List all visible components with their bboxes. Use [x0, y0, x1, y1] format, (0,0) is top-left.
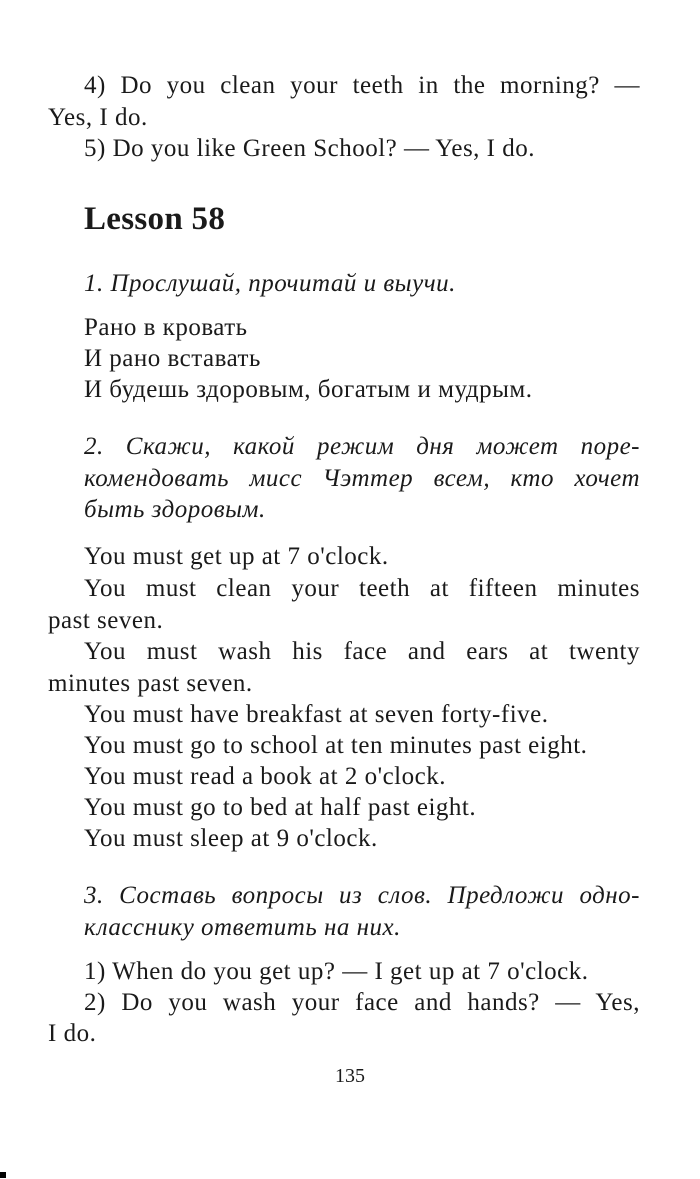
- task-2-instruction-line-2: комендовать мисс Чэттер всем, кто хочет: [84, 465, 640, 492]
- sentence-get-up: You must get up at 7 o'clock.: [84, 543, 389, 570]
- sentence-breakfast: You must have breakfast at seven forty-five.: [84, 701, 549, 728]
- answer-2-line-1: 2) Do you wash your face and hands? — Yes,: [84, 989, 640, 1016]
- poem-line-2: И рано вставать: [84, 345, 261, 372]
- task-2-instruction-line-1: 2. Скажи, какой режим дня может поре-: [84, 433, 640, 460]
- continuation-item-5: 5) Do you like Green School? — Yes, I do.: [84, 135, 536, 162]
- task-3-instruction-line-2: класснику ответить на них.: [84, 914, 401, 941]
- task-3-instruction-line-1: 3. Составь вопросы из слов. Предложи одно-: [84, 882, 640, 909]
- task-1-instruction: 1. Прослушай, прочитай и выучи.: [84, 270, 456, 297]
- sentence-wash-face-line-1: You must wash his face and ears at twenty: [84, 638, 640, 665]
- sentence-wash-face-line-2: minutes past seven.: [48, 670, 253, 697]
- sentence-school: You must go to school at ten minutes past eight.: [84, 732, 588, 759]
- sentence-read-book: You must read a book at 2 o'clock.: [84, 763, 446, 790]
- poem-line-3: И будешь здоровым, богатым и мудрым.: [84, 376, 533, 403]
- sentence-clean-teeth-line-2: past seven.: [48, 607, 164, 634]
- answer-2-line-2: I do.: [48, 1020, 97, 1047]
- sentence-go-to-bed: You must go to bed at half past eight.: [84, 794, 477, 821]
- sentence-sleep: You must sleep at 9 o'clock.: [84, 825, 378, 852]
- scan-corner-mark: [0, 1172, 6, 1178]
- continuation-item-4-line-2: Yes, I do.: [48, 104, 148, 131]
- sentence-clean-teeth-line-1: You must clean your teeth at fifteen minutes: [84, 575, 640, 602]
- lesson-title: Lesson 58: [84, 201, 226, 237]
- page-number: 135: [335, 1065, 365, 1087]
- task-2-instruction-line-3: быть здоровым.: [84, 496, 266, 523]
- poem-line-1: Рано в кровать: [84, 314, 248, 341]
- answer-1: 1) When do you get up? — I get up at 7 o'clock.: [84, 958, 589, 985]
- continuation-item-4-line-1: 4) Do you clean your teeth in the morning? —: [84, 72, 640, 99]
